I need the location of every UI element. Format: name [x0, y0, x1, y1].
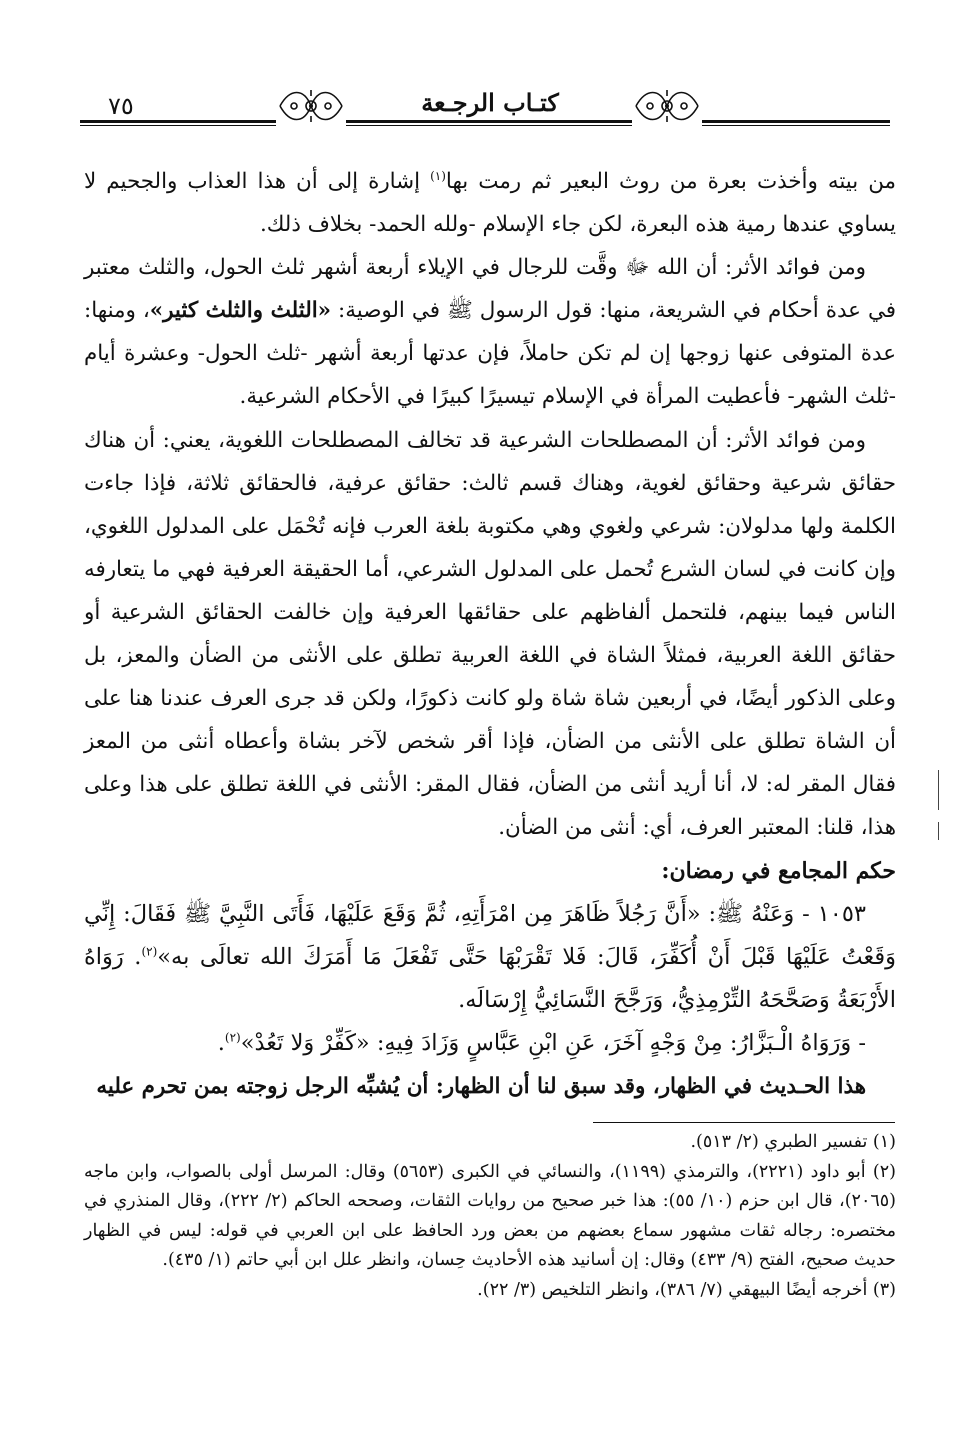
floral-ornament-icon [276, 84, 346, 128]
running-header [80, 78, 890, 140]
header-rule-thin [80, 125, 890, 126]
footnote: (٢) أبو داود (٢٢٢١)، والترمذي (١١٩٩)، والنسائي في الكبرى (٥٦٥٣) وقال: المرسل أولى بالصواب، وابن ماجه (٢٠٦٥)، قال ابن حزم (١٠/ ٥٥): هذا خبر صحيح من روايات الثقات، وصححه الحاكم (٢/ ٢٢٢)، وقال المنذري في مختصره: رجاله ثقات مشهور سماع بعضهم من بعض ورد الحافظ على ابن العربي في قوله: ليس في الظهار حديث صحيح، الفتح (٩/ ٤٣٣) وقال: إن أسانيد هذه الأحاديث حِسان، وانظر علل ابن أبي حاتم (١/ ٤٣٥). [84, 1161, 896, 1271]
hadith-text [84, 893, 896, 1022]
text-run: ، ومنها: عدة المتوفى عنها زوجها إن لم تكن حاملاً، فإن عدتها أربعة أشهر -ثلث الحول- وعشرة أيام -ثلث الشهر- فأعطيت المرأة في الإسلام تيسيرًا كبيرًا في الأحكام الشرعية. [84, 298, 896, 410]
text-run: . رَوَاهُ الأَرْبَعَةُ وَصَحَّحَهُ التِّرْمِذِيُّ، وَرَجَّحَ النَّسَائِيُّ إِرْسَالَه. [84, 943, 896, 1013]
text-run: ومن فوائد الأثر: أن الله ﷻ وقَّت للرجال في الإيلاء أربعة أشهر ثلث الحول، والثلث معتبر في عدة أحكام في الشريعة، منها: قول الرسول ﷺ في الوصية: [84, 255, 897, 324]
section-heading: حكم المجامع في رمضان: [661, 857, 896, 884]
book-title: كتـاب الرجـعة [356, 86, 624, 120]
hadith-quote: «الثلث والثلث كثير» [149, 298, 332, 324]
footnote-divider [593, 1122, 895, 1123]
footnote: (٣) أخرجه أيضًا البيهقي (٧/ ٣٨٦)، وانظر التلخيص (٣/ ٢٢). [477, 1279, 896, 1300]
footnote-ref: (٢) [141, 944, 158, 959]
paragraph: ومن فوائد الأثر: أن المصطلحات الشرعية قد تخالف المصطلحات اللغوية، يعني: أن هناك حقائق شرعية وحقائق لغوية، وهناك قسم ثالث: حقائق عرفية، فالحقائق ثلاثة، فإذا جاءت الكلمة ولها مدلولان: شرعي ولغوي وهي مكتوبة بلغة العرب فإنه تُحْمَل على المدلول اللغوي، وإن كانت في لسان الشرع تُحمل على المدلول الشرعي، أما الحقيقة العرفية فهي ما يتعارفه الناس فيما بينهم، فلتحمل ألفاظهم على حقائقها العرفية وإن خالفت الحقائق الشرعية أو حقائق اللغة العربية، فمثلاً الشاة في اللغة العربية تطلق على الأنثى من الضأن والمعز، بل وعلى الذكور أيضًا، في أربعين شاة شاة ولو كانت ذكورًا، ولكن قد جرى العرف عندنا هنا على أن الشاة تطلق على الأنثى من الضأن، فإذا أقر شخص لآخر بشاة وأعطاه أنثى من المعز فقال المقر له: لا، أنا أريد أنثى من الضأن، فقال المقر: الأنثى في اللغة تطلق على هذا وعلى هذا، قلنا: المعتبر العرف، أي: أنثى من الضأن. [84, 427, 896, 841]
footnote-ref: (١) [430, 168, 446, 183]
text-run: - وَرَوَاهُ الْـبَزَّارُ: مِنْ وَجْهٍ آخَرَ، عَنِ ابْنِ عَبَّاسٍ وَزَادَ فِيهِ: «كَفِّرْ وَلا تَعُدْ» [240, 1029, 866, 1056]
text-run: . [217, 1029, 225, 1056]
scan-mark [938, 822, 939, 840]
text-run: إشارة إلى أن هذا العذاب والجحيم لا يساوي عندها رمية هذه البعرة، لكن جاء الإسلام -ولله الحمد- بخلاف ذلك. [84, 169, 896, 238]
scan-mark [938, 770, 939, 810]
footnotes [84, 1128, 896, 1306]
header-rule [80, 120, 890, 123]
page-number: ٧٥ [108, 92, 134, 120]
text-run: ١٠٥٣ - وَعَنْهُ ﷺ: «أَنَّ رَجُلاً ظَاهَرَ مِن امْرَأَتِهِ، ثُمَّ وَقَعَ عَلَيْهَا، فَأَتَى النَّبِيَّ ﷺ فَقَالَ: إِنِّي وَقَعْتُ عَلَيْهَا قَبْلَ أَنْ أُكَفِّرَ، قَالَ: فَلا تَقْرَبْهَا حَتَّى تَفْعَلَ مَا أَمَرَكَ الله تعالَى به» [84, 900, 896, 970]
paragraph [84, 160, 896, 246]
text-run: من بيته وأخذت بعرة من روث البعير ثم رمت بها [445, 169, 896, 194]
hadith-text [84, 1022, 896, 1065]
floral-ornament-icon [632, 84, 702, 128]
paragraph [84, 246, 896, 418]
paragraph: هذا الحـديث في الظهار، وقد سبق لنا أن الظهار: أن يُشبِّه الرجل زوجته بمن تحرم عليه [96, 1073, 866, 1099]
main-text [84, 160, 896, 1108]
footnote: (١) تفسير الطبري (٢/ ٥١٣). [690, 1132, 896, 1152]
footnote-ref: (٢) [224, 1030, 241, 1045]
